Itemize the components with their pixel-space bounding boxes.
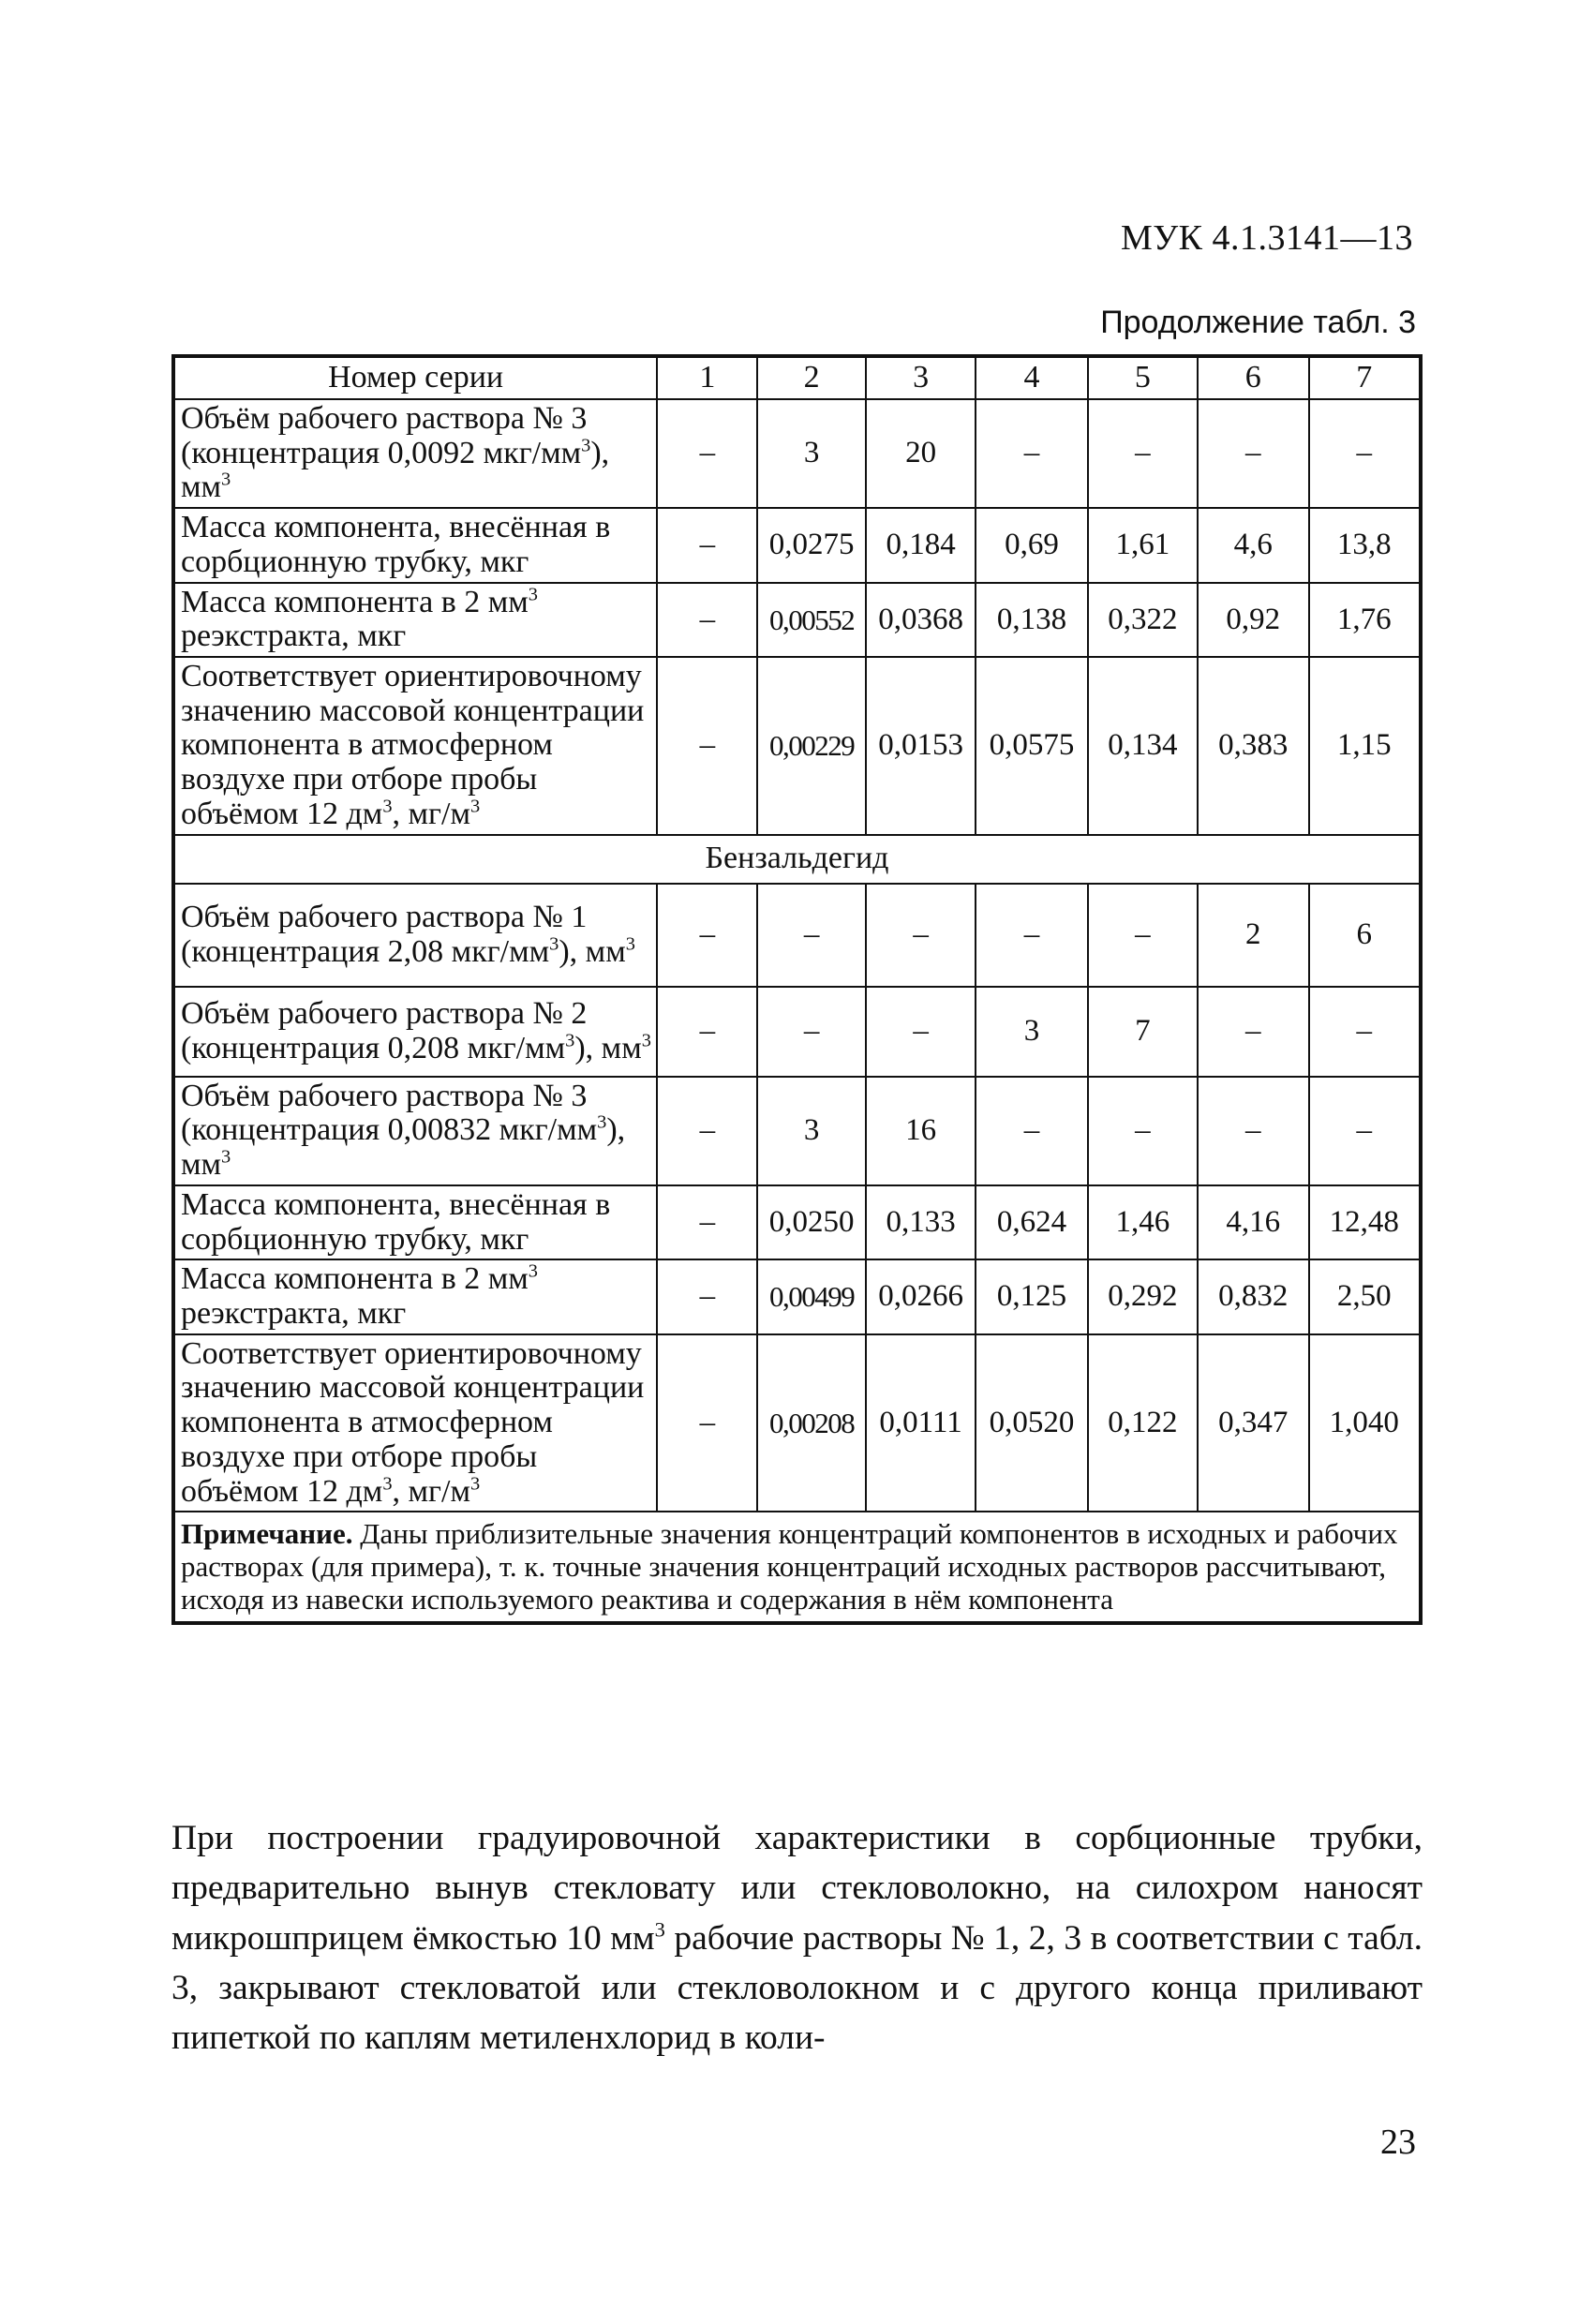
value-cell: 2,50 — [1309, 1259, 1421, 1333]
value-cell: 0,832 — [1198, 1259, 1308, 1333]
row-label — [173, 399, 657, 508]
value-cell: – — [1198, 399, 1308, 508]
table-header-row — [173, 356, 1421, 399]
value-cell: 0,0153 — [866, 657, 976, 835]
value-cell: 0,0275 — [757, 508, 865, 582]
row-label-text: Масса компонента, внесённая в сорбционную трубку, мкг — [181, 510, 611, 579]
superscript: 3 — [625, 933, 635, 955]
superscript: 3 — [221, 469, 231, 491]
row-label-text: Объём рабочего раствора № 3 (концентрация 0,00832 мкг/мм — [181, 1078, 598, 1148]
value-cell: – — [1088, 884, 1198, 987]
value-cell: 0,0520 — [976, 1334, 1087, 1512]
value-cell: 4,16 — [1198, 1185, 1308, 1259]
table-row — [173, 1185, 1421, 1259]
value-cell: 0,00229 — [757, 657, 865, 835]
superscript: 3 — [528, 1260, 538, 1282]
value-cell: 0,125 — [976, 1259, 1087, 1333]
value-cell: 3 — [976, 987, 1087, 1077]
value-cell: – — [866, 884, 976, 987]
row-label — [173, 583, 657, 657]
table-row — [173, 399, 1421, 508]
value-cell: – — [866, 987, 976, 1077]
value-cell: 0,0111 — [866, 1334, 976, 1512]
value-cell: 3 — [757, 399, 865, 508]
row-label — [173, 987, 657, 1077]
superscript: 3 — [581, 435, 591, 456]
row-label-text: ), мм — [181, 1112, 626, 1183]
row-label — [173, 1077, 657, 1185]
value-cell: – — [976, 399, 1087, 508]
value-cell: 0,0250 — [757, 1185, 865, 1259]
value-cell: 3 — [757, 1077, 865, 1185]
value-cell: – — [1088, 399, 1198, 508]
column-header: 4 — [976, 356, 1087, 399]
value-cell: – — [657, 1077, 757, 1185]
table-row — [173, 1077, 1421, 1185]
row-label-text: ), мм — [559, 933, 626, 969]
table-row — [173, 508, 1421, 582]
table-row — [173, 583, 1421, 657]
superscript: 3 — [469, 796, 481, 817]
row-label-text: Масса компонента в 2 мм — [181, 1261, 529, 1297]
row-label-text: Объём рабочего раствора № 2 (концентрация 0,208 мкг/мм — [181, 995, 588, 1065]
value-cell: – — [657, 987, 757, 1077]
value-cell: 13,8 — [1309, 508, 1421, 582]
row-label-text: ), мм — [574, 1030, 642, 1065]
row-label — [173, 508, 657, 582]
value-cell: 0,134 — [1088, 657, 1198, 835]
page-number: 23 — [1380, 2123, 1416, 2162]
superscript: 3 — [528, 584, 538, 605]
superscript: 3 — [469, 1473, 481, 1495]
value-cell: 4,6 — [1198, 508, 1308, 582]
table-row — [173, 987, 1421, 1077]
superscript: 3 — [382, 1473, 393, 1495]
value-cell: 0,322 — [1088, 583, 1198, 657]
row-label-text: , мг/м — [392, 796, 470, 831]
value-cell: 1,46 — [1088, 1185, 1198, 1259]
row-label-text: Соответствует ориентировочному значению массовой концентрации компонента в атмосферном воздухе при отборе пробы объёмом 12 дм — [181, 1335, 645, 1509]
value-cell: 0,292 — [1088, 1259, 1198, 1333]
row-label — [173, 1334, 657, 1512]
value-cell: – — [657, 508, 757, 582]
value-cell: – — [1198, 987, 1308, 1077]
value-cell: 0,92 — [1198, 583, 1308, 657]
row-label-text: Масса компонента в 2 мм — [181, 584, 529, 619]
value-cell: 12,48 — [1309, 1185, 1421, 1259]
value-cell: – — [757, 987, 865, 1077]
value-cell: 0,0368 — [866, 583, 976, 657]
section-title: Бензальдегид — [173, 835, 1421, 884]
superscript: 3 — [549, 933, 559, 955]
column-header: 6 — [1198, 356, 1308, 399]
row-label-text: Соответствует ориентировочному значению массовой концентрации компонента в атмосферном воздухе при отборе пробы объёмом 12 дм — [181, 659, 645, 831]
superscript: 3 — [565, 1030, 575, 1051]
value-cell: 20 — [866, 399, 976, 508]
column-header: 3 — [866, 356, 976, 399]
row-label-text: реэкстракта, мкг — [181, 618, 407, 654]
value-cell: 1,76 — [1309, 583, 1421, 657]
value-cell: 0,0575 — [976, 657, 1087, 835]
value-cell: – — [657, 657, 757, 835]
value-cell: – — [657, 1259, 757, 1333]
value-cell: – — [657, 583, 757, 657]
value-cell: – — [657, 1185, 757, 1259]
row-label-text: Масса компонента, внесённая в сорбционную трубку, мкг — [181, 1186, 611, 1257]
value-cell: 0,00499 — [757, 1259, 865, 1333]
row-label-text: ), мм — [181, 435, 610, 505]
row-label — [173, 1259, 657, 1333]
value-cell: – — [657, 1334, 757, 1512]
section-row — [173, 835, 1421, 884]
value-cell: 0,122 — [1088, 1334, 1198, 1512]
column-header: 2 — [757, 356, 865, 399]
value-cell: 6 — [1309, 884, 1421, 987]
paragraph-text: При построении градуировочной характеристики в сорбционные трубки, предварительно вынув стекловату или стекловолокно, на силохром наносят микрошприцем ёмкостью 10 мм — [171, 1819, 1423, 1958]
table-row — [173, 1259, 1421, 1333]
value-cell: – — [657, 884, 757, 987]
paragraph-text: рабочие растворы № 1, 2, 3 в соответствии с табл. 3, закрывают стекловатой или стекловолокном и с другого конца приливают пипеткой по каплям метиленхлорид в коли- — [171, 1918, 1423, 2057]
superscript: 3 — [382, 796, 393, 817]
value-cell: – — [1309, 1077, 1421, 1185]
value-cell: – — [1088, 1077, 1198, 1185]
value-cell: 0,184 — [866, 508, 976, 582]
note-row — [173, 1512, 1421, 1623]
table-row — [173, 657, 1421, 835]
value-cell: – — [1309, 399, 1421, 508]
value-cell: 2 — [1198, 884, 1308, 987]
value-cell: 0,624 — [976, 1185, 1087, 1259]
table-note — [173, 1512, 1421, 1623]
value-cell: – — [976, 1077, 1087, 1185]
column-header: 5 — [1088, 356, 1198, 399]
value-cell: – — [1309, 987, 1421, 1077]
table-row — [173, 1334, 1421, 1512]
row-label — [173, 884, 657, 987]
superscript: 3 — [597, 1112, 607, 1134]
column-header: 1 — [657, 356, 757, 399]
value-cell: 1,15 — [1309, 657, 1421, 835]
row-label-text: , мг/м — [392, 1473, 470, 1509]
value-cell: 7 — [1088, 987, 1198, 1077]
value-cell: 0,0266 — [866, 1259, 976, 1333]
value-cell: 1,61 — [1088, 508, 1198, 582]
row-label-text: реэкстракта, мкг — [181, 1295, 407, 1331]
value-cell: 0,00552 — [757, 583, 865, 657]
value-cell: 0,69 — [976, 508, 1087, 582]
value-cell: 1,040 — [1309, 1334, 1421, 1512]
note-label: Примечание. — [181, 1517, 353, 1551]
table-continuation-label: Продолжение табл. 3 — [1100, 305, 1416, 340]
value-cell: 0,00208 — [757, 1334, 865, 1512]
row-label — [173, 657, 657, 835]
value-cell: – — [657, 399, 757, 508]
row-label-text: Объём рабочего раствора № 3 (концентрация 0,0092 мкг/мм — [181, 401, 588, 470]
superscript: 3 — [221, 1146, 231, 1168]
value-cell: – — [976, 884, 1087, 987]
data-table — [171, 354, 1423, 1625]
column-header: 7 — [1309, 356, 1421, 399]
row-label-text: Объём рабочего раствора № 1 (концентрация 2,08 мкг/мм — [181, 899, 588, 969]
value-cell: – — [1198, 1077, 1308, 1185]
superscript: 3 — [654, 1917, 665, 1941]
value-cell: – — [757, 884, 865, 987]
value-cell: 0,138 — [976, 583, 1087, 657]
table-row — [173, 884, 1421, 987]
body-paragraph — [171, 1813, 1423, 2063]
value-cell: 16 — [866, 1077, 976, 1185]
superscript: 3 — [641, 1030, 651, 1051]
value-cell: 0,133 — [866, 1185, 976, 1259]
document-code: МУК 4.1.3141—13 — [1120, 218, 1413, 258]
value-cell: 0,347 — [1198, 1334, 1308, 1512]
header-series-label: Номер серии — [173, 356, 657, 399]
value-cell: 0,383 — [1198, 657, 1308, 835]
note-text: Даны приблизительные значения концентраций компонентов в исходных и рабочих растворах (для примера), т. к. точные значения концентраций исходных растворов рассчитывают, исходя из навески используемого реактива и содержания в нём компонента — [181, 1517, 1398, 1616]
row-label — [173, 1185, 657, 1259]
